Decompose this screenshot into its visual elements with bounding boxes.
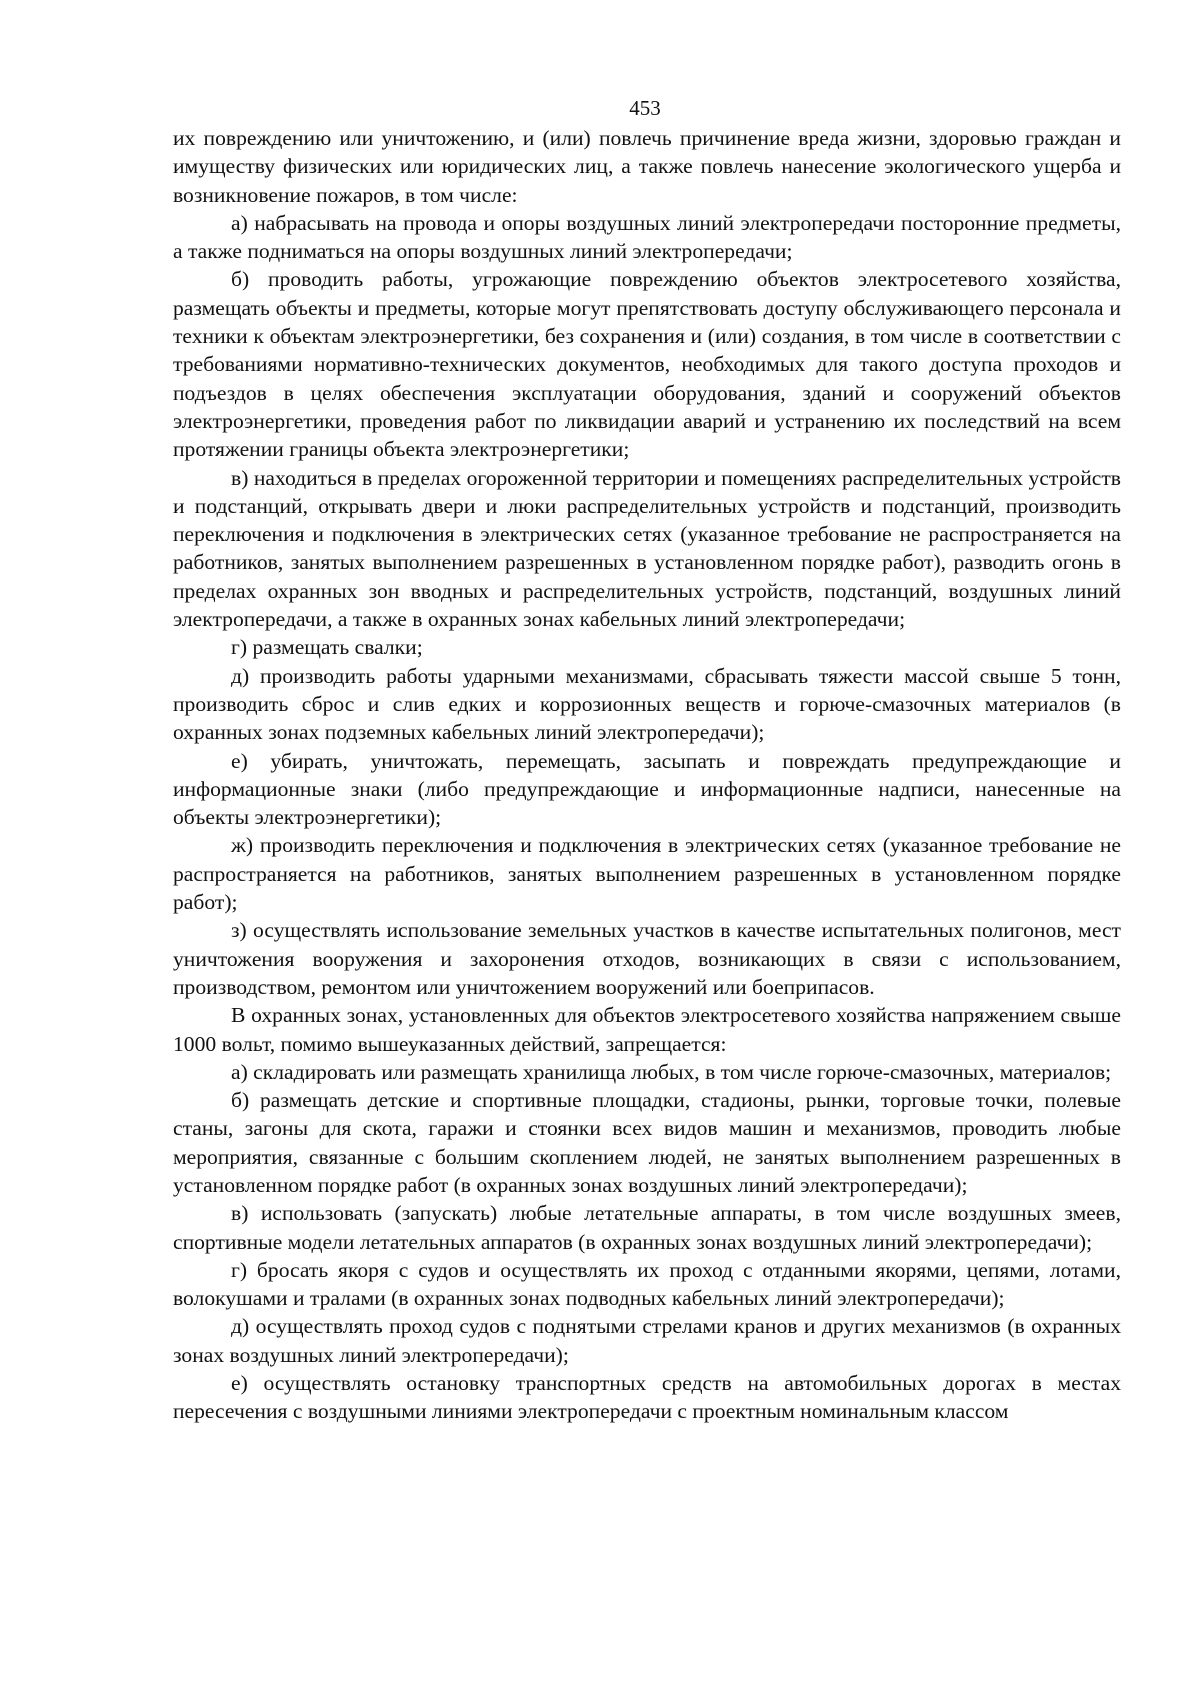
paragraph: б) размещать детские и спортивные площадки, стадионы, рынки, торговые точки, полевые станы, загоны для скота, гаражи и стоянки всех видов машин и механизмов, проводить любые мероприятия, связанные с большим скоплением людей, не занятых выполнением разрешенных в установленном порядке работ (в охранных зонах воздушных линий электропередачи); [173, 1088, 1121, 1197]
paragraph: а) складировать или размещать хранилища любых, в том числе горюче-смазочных, материалов; [231, 1059, 1112, 1084]
paragraph: д) производить работы ударными механизмами, сбрасывать тяжести массой свыше 5 тонн, производить сброс и слив едких и коррозионных веществ и горюче-смазочных материалов (в охранных зонах подземных кабельных линий электропередачи); [173, 663, 1121, 745]
paragraph: е) убирать, уничтожать, перемещать, засыпать и повреждать предупреждающие и информационные знаки (либо предупреждающие и информационные надписи, нанесенные на объекты электроэнергетики); [173, 748, 1121, 830]
paragraph: г) размещать свалки; [231, 635, 423, 660]
paragraph: д) осуществлять проход судов с поднятыми стрелами кранов и других механизмов (в охранных зонах воздушных линий электропередачи); [173, 1314, 1121, 1367]
paragraph: г) бросать якоря с судов и осуществлять их проход с отданными якорями, цепями, лотами, волокушами и тралами (в охранных зонах подводных кабельных линий электропередачи); [173, 1257, 1121, 1311]
paragraph: е) осуществлять остановку транспортных средств на автомобильных дорогах в местах пересечения с воздушными линиями электропередачи с проектным номинальным классом [173, 1371, 1121, 1424]
paragraph: В охранных зонах, установленных для объектов электросетевого хозяйства напряжением свыше 1000 вольт, помимо вышеуказанных действий, запрещается: [173, 1003, 1121, 1056]
document-body [173, 124, 1121, 1426]
paragraph: в) находиться в пределах огороженной территории и помещениях распределительных устройств и подстанций, открывать двери и люки распределительных устройств и подстанций, производить переключения и подключения в электрических сетях (указанное требование не распространяется на работников, занятых выполнением разрешенных в установленном порядке работ), разводить огонь в пределах охранных зон вводных и распределительных устройств, подстанций, воздушных линий электропередачи, а также в охранных зонах кабельных линий электропередачи; [173, 465, 1121, 632]
paragraph: ж) производить переключения и подключения в электрических сетях (указанное требование не распространяется на работников, занятых выполнением разрешенных в установленном порядке работ); [173, 833, 1121, 915]
paragraph: з) осуществлять использование земельных участков в качестве испытательных полигонов, мест уничтожения вооружения и захоронения отходов, возникающих в связи с использованием, производством, ремонтом или уничтожением вооружений или боеприпасов. [173, 918, 1121, 999]
paragraph: б) проводить работы, угрожающие повреждению объектов электросетевого хозяйства, размещать объекты и предметы, которые могут препятствовать доступу обслуживающего персонала и техники к объектам электроэнергетики, без сохранения и (или) создания, в том числе в соответствии с требованиями нормативно-технических документов, необходимых для такого доступа проходов и подъездов в целях обеспечения эксплуатации оборудования, зданий и сооружений объектов электроэнергетики, проведения работ по ликвидации аварий и устранению их последствий на всем протяжении границы объекта электроэнергетики; [173, 267, 1121, 462]
page-number: 453 [629, 96, 661, 120]
paragraph: их повреждению или уничтожению, и (или) повлечь причинение вреда жизни, здоровью граждан и имуществу физических или юридических лиц, а также повлечь нанесение экологического ущерба и возникновение пожаров, в том числе: [173, 126, 1121, 207]
paragraph: а) набрасывать на провода и опоры воздушных линий электропередачи посторонние предметы, а также подниматься на опоры воздушных линий электропередачи; [173, 210, 1121, 264]
paragraph: в) использовать (запускать) любые летательные аппараты, в том числе воздушных змеев, спортивные модели летательных аппаратов (в охранных зонах воздушных линий электропередачи); [173, 1201, 1121, 1254]
